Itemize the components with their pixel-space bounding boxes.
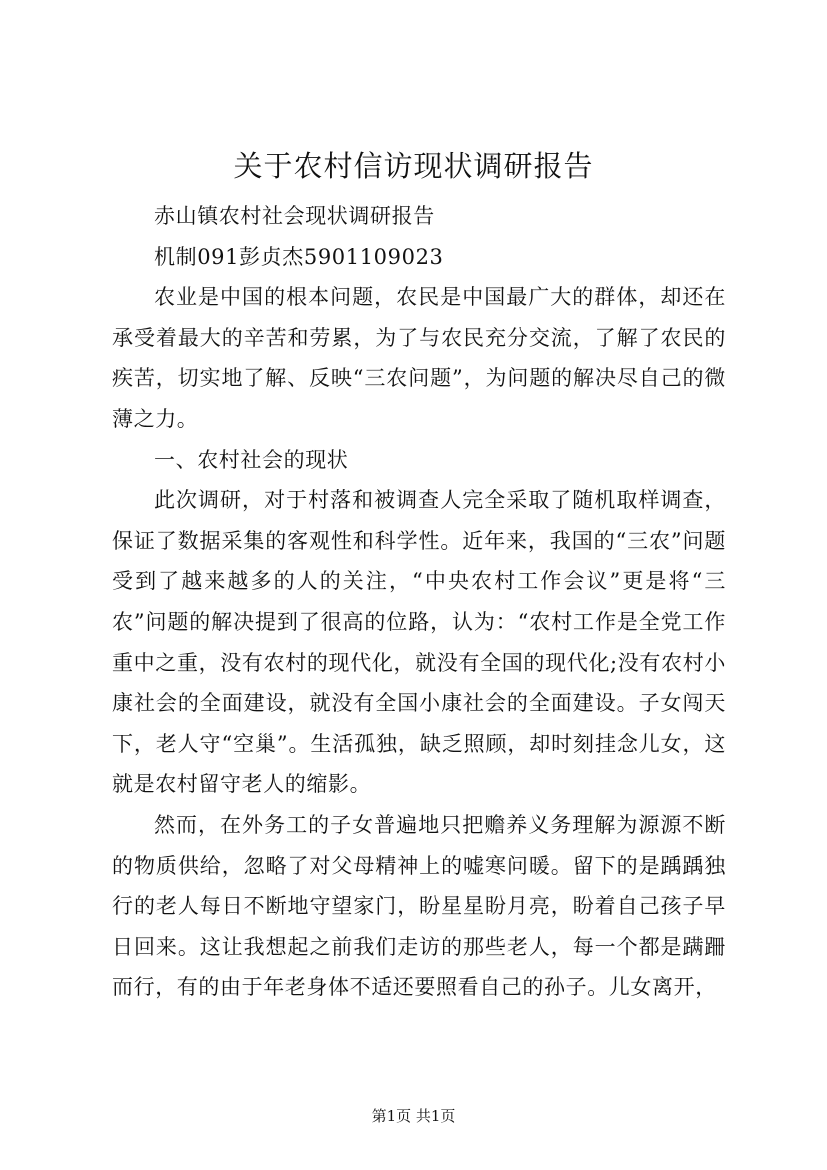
author-paragraph: 机制091彭贞杰5901109023	[154, 244, 444, 269]
body-paragraph: 然而，在外务工的子女普遍地只把赡养义务理解为源源不断的物质供给，忽略了对父母精神上的嘘寒问暖。留下的是踽踽独行的老人每日不断地守望家门，盼星星盼月亮，盼着自己孩子早日回来。这让我想起之前我们走访的那些老人，每一个都是蹒跚而行，有的由于年老身体不适还要照看自己的孙子。儿女离开，	[112, 812, 726, 1000]
document-title: 关于农村信访现状调研报告	[233, 149, 594, 183]
page-number-footer: 第1页 共1页	[371, 1107, 456, 1125]
subtitle-paragraph: 赤山镇农村社会现状调研报告	[154, 204, 435, 228]
document-body	[112, 196, 726, 1008]
section-heading: 一、农村社会的现状	[154, 447, 349, 472]
intro-paragraph: 农业是中国的根本问题，农民是中国最广大的群体，却还在承受着最大的辛苦和劳累，为了与农民充分交流，了解了农民的疾苦，切实地了解、反映“三农问题”，为问题的解决尽自己的微薄之力。	[112, 285, 726, 431]
body-paragraph: 此次调研，对于村落和被调查人完全采取了随机取样调查，保证了数据采集的客观性和科学性。近年来，我国的“三农”问题受到了越来越多的人的关注，“中央农村工作会议”更是将“三农”问题的解决提到了很高的位路，认为：“农村工作是全党工作重中之重，没有农村的现代化，就没有全国的现代化;没有农村小康社会的全面建设，就没有全国小康社会的全面建设。子女闯天下，老人守“空巢”。生活孤独，缺乏照顾，却时刻挂念儿女，这就是农村留守老人的缩影。	[112, 488, 726, 797]
